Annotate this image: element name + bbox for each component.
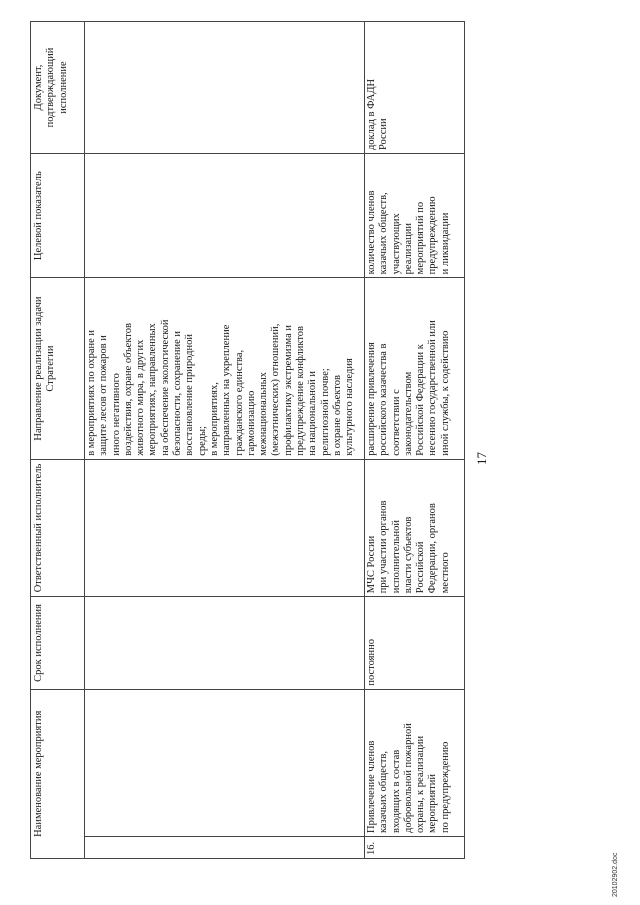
header-indicator: Целевой показатель	[31, 154, 85, 278]
cell-indicator-empty	[85, 154, 365, 278]
text-line: направленных на укрепление	[221, 324, 233, 456]
page-number: 17	[474, 452, 489, 465]
text-line: несению государственной или	[427, 320, 439, 456]
text-line: исполнительной	[390, 519, 402, 594]
text-line: казачьих обществ,	[378, 192, 390, 275]
text-line: предупреждению	[427, 196, 439, 275]
text-line: реализации	[402, 222, 414, 275]
text-line: мероприятий	[427, 774, 439, 834]
cell-executor-empty	[85, 459, 365, 596]
text-line: законодательством	[402, 371, 414, 456]
text-line: предупреждение конфликтов	[295, 326, 307, 456]
text-line: животного мира, в других	[135, 339, 147, 456]
table-row-continuation	[85, 22, 365, 859]
text-line: России	[378, 118, 390, 151]
text-line: гражданского единства,	[233, 349, 245, 456]
cell-deadline: постоянно	[365, 597, 465, 689]
cell-event-name	[365, 689, 465, 836]
text-line: Привлечение членов	[366, 740, 377, 834]
text-line: местного	[439, 552, 451, 594]
text-line: Федерации, органов	[427, 503, 439, 594]
header-document: Документ, подтверждающий исполнение	[31, 22, 85, 154]
text-line: религиозной почве;	[319, 368, 331, 456]
text-line: в мероприятиях,	[208, 382, 220, 456]
text-line: МЧС России	[366, 535, 377, 594]
text-line: межнациональных	[258, 372, 270, 456]
text-line: мероприятий по	[415, 201, 427, 275]
table-row-16	[365, 22, 465, 859]
text-line: мероприятиях, направленных	[147, 323, 159, 456]
cell-direction	[365, 278, 465, 459]
text-line: казачьих обществ,	[378, 751, 390, 834]
text-line: иного негативного	[110, 373, 122, 456]
text-line: власти субъектов	[402, 516, 414, 594]
text-line: защите лесов от пожаров и	[98, 335, 110, 456]
text-line: профилактику экстремизма и	[282, 324, 294, 456]
text-line: воздействия, охране объектов	[122, 323, 134, 456]
text-line: входящих в состав	[390, 749, 402, 834]
text-line: Российской	[415, 541, 427, 594]
cell-deadline-empty	[85, 597, 365, 689]
text-line: доклад в ФАДН	[366, 78, 377, 151]
text-line: и ликвидации	[439, 212, 451, 275]
header-deadline: Срок исполнения	[31, 597, 85, 689]
cell-executor	[365, 459, 465, 596]
text-line: охраны, к реализации	[415, 735, 427, 834]
text-line: в мероприятиях по охране и	[86, 329, 97, 456]
row-number: 16.	[365, 837, 465, 859]
text-line: Российской Федерации к	[415, 344, 427, 456]
cell-direction-continuation	[85, 278, 365, 459]
text-line: при участии органов	[378, 500, 390, 594]
cell-document	[365, 22, 465, 154]
events-table	[30, 21, 465, 859]
text-line: количество членов	[366, 190, 377, 275]
text-line: культурного наследия	[344, 358, 356, 456]
cell-indicator	[365, 154, 465, 278]
text-line: добровольной пожарной	[402, 723, 414, 834]
text-line: гармонизацию	[245, 390, 257, 456]
text-line: восстановление природной	[184, 334, 196, 456]
header-direction: Направление реализации задачи Стратегии	[31, 278, 85, 459]
cell-document-empty	[85, 22, 365, 154]
text-line: по предупреждению	[439, 741, 451, 834]
text-line: российского казачества в	[378, 343, 390, 456]
cell-name-empty	[85, 689, 365, 836]
header-executor: Ответственный исполнитель	[31, 459, 85, 596]
text-line: в охране объектов	[331, 375, 343, 456]
header-name: Наименование мероприятия	[31, 689, 85, 858]
text-line: на обеспечение экологической	[159, 319, 171, 456]
file-name-footer: 20102902.doc	[612, 852, 619, 897]
text-line: расширение привлечения	[366, 342, 377, 456]
text-line: (межэтнических) отношений,	[270, 323, 282, 456]
text-line: среды;	[196, 426, 208, 456]
text-line: иной службы, к содействию	[439, 330, 451, 456]
text-line: соответствии с	[390, 389, 402, 456]
cell-number-empty	[85, 837, 365, 859]
text-line: безопасности, сохранение и	[172, 331, 184, 456]
text-line: на национальной и	[307, 370, 319, 456]
text-line: участвующих	[390, 213, 402, 275]
